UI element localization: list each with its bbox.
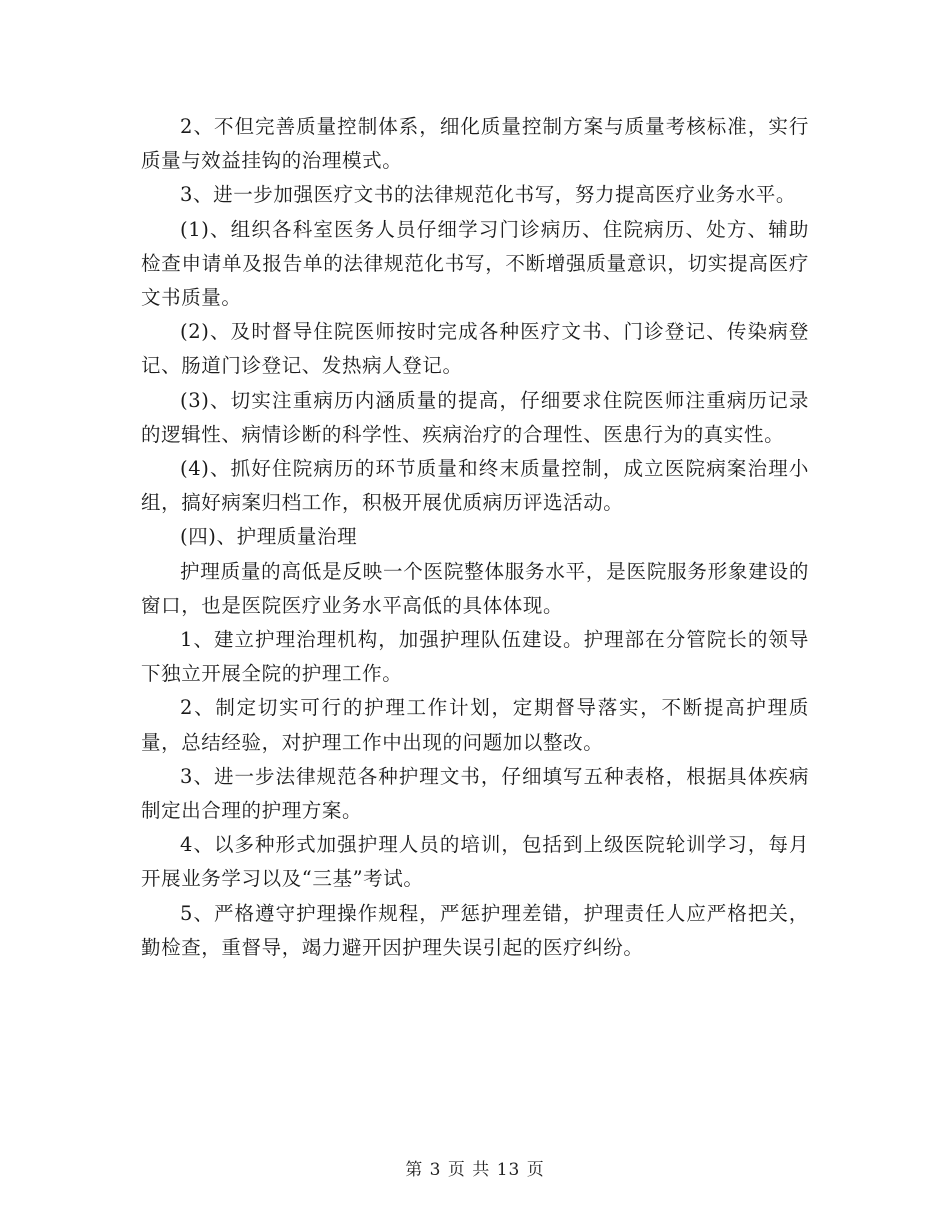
paragraph: (1)、组织各科室医务人员仔细学习门诊病历、住院病历、处方、辅助检查申请单及报告单的法律规范化书写，不断增强质量意识，切实提高医疗文书质量。	[141, 217, 809, 310]
paragraph: 2、制定切实可行的护理工作计划，定期督导落实，不断提高护理质量，总结经验，对护理工作中出现的问题加以整改。	[141, 696, 809, 754]
document-body	[141, 110, 809, 965]
paragraph: 护理质量的高低是反映一个医院整体服务水平，是医院服务形象建设的窗口，也是医院医疗业务水平高低的具体体现。	[141, 559, 809, 617]
paragraph: 5、严格遵守护理操作规程，严惩护理差错，护理责任人应严格把关，勤检查，重督导，竭力避开因护理失误引起的医疗纠纷。	[141, 901, 809, 959]
paragraph: 2、不但完善质量控制体系，细化质量控制方案与质量考核标准，实行质量与效益挂钩的治理模式。	[141, 115, 809, 173]
paragraph: 4、以多种形式加强护理人员的培训，包括到上级医院轮训学习，每月开展业务学习以及“三基”考试。	[141, 833, 809, 891]
paragraph: (4)、抓好住院病历的环节质量和终末质量控制，成立医院病案治理小组，搞好病案归档工作，积极开展优质病历评选活动。	[141, 457, 809, 515]
paragraph: (3)、切实注重病历内涵质量的提高，仔细要求住院医师注重病历记录的逻辑性、病情诊断的科学性、疾病治疗的合理性、医患行为的真实性。	[141, 388, 809, 446]
paragraph: (2)、及时督导住院医师按时完成各种医疗文书、门诊登记、传染病登记、肠道门诊登记、发热病人登记。	[141, 320, 809, 378]
page-number-footer: 第 3 页 共 13 页	[405, 1160, 545, 1180]
paragraph: 3、进一步加强医疗文书的法律规范化书写，努力提高医疗业务水平。	[180, 183, 797, 207]
section-heading: (四)、护理质量治理	[180, 525, 358, 549]
paragraph: 3、进一步法律规范各种护理文书，仔细填写五种表格，根据具体疾病制定出合理的护理方案。	[141, 764, 809, 823]
paragraph: 1、建立护理治理机构，加强护理队伍建设。护理部在分管院长的领导下独立开展全院的护理工作。	[141, 628, 809, 686]
